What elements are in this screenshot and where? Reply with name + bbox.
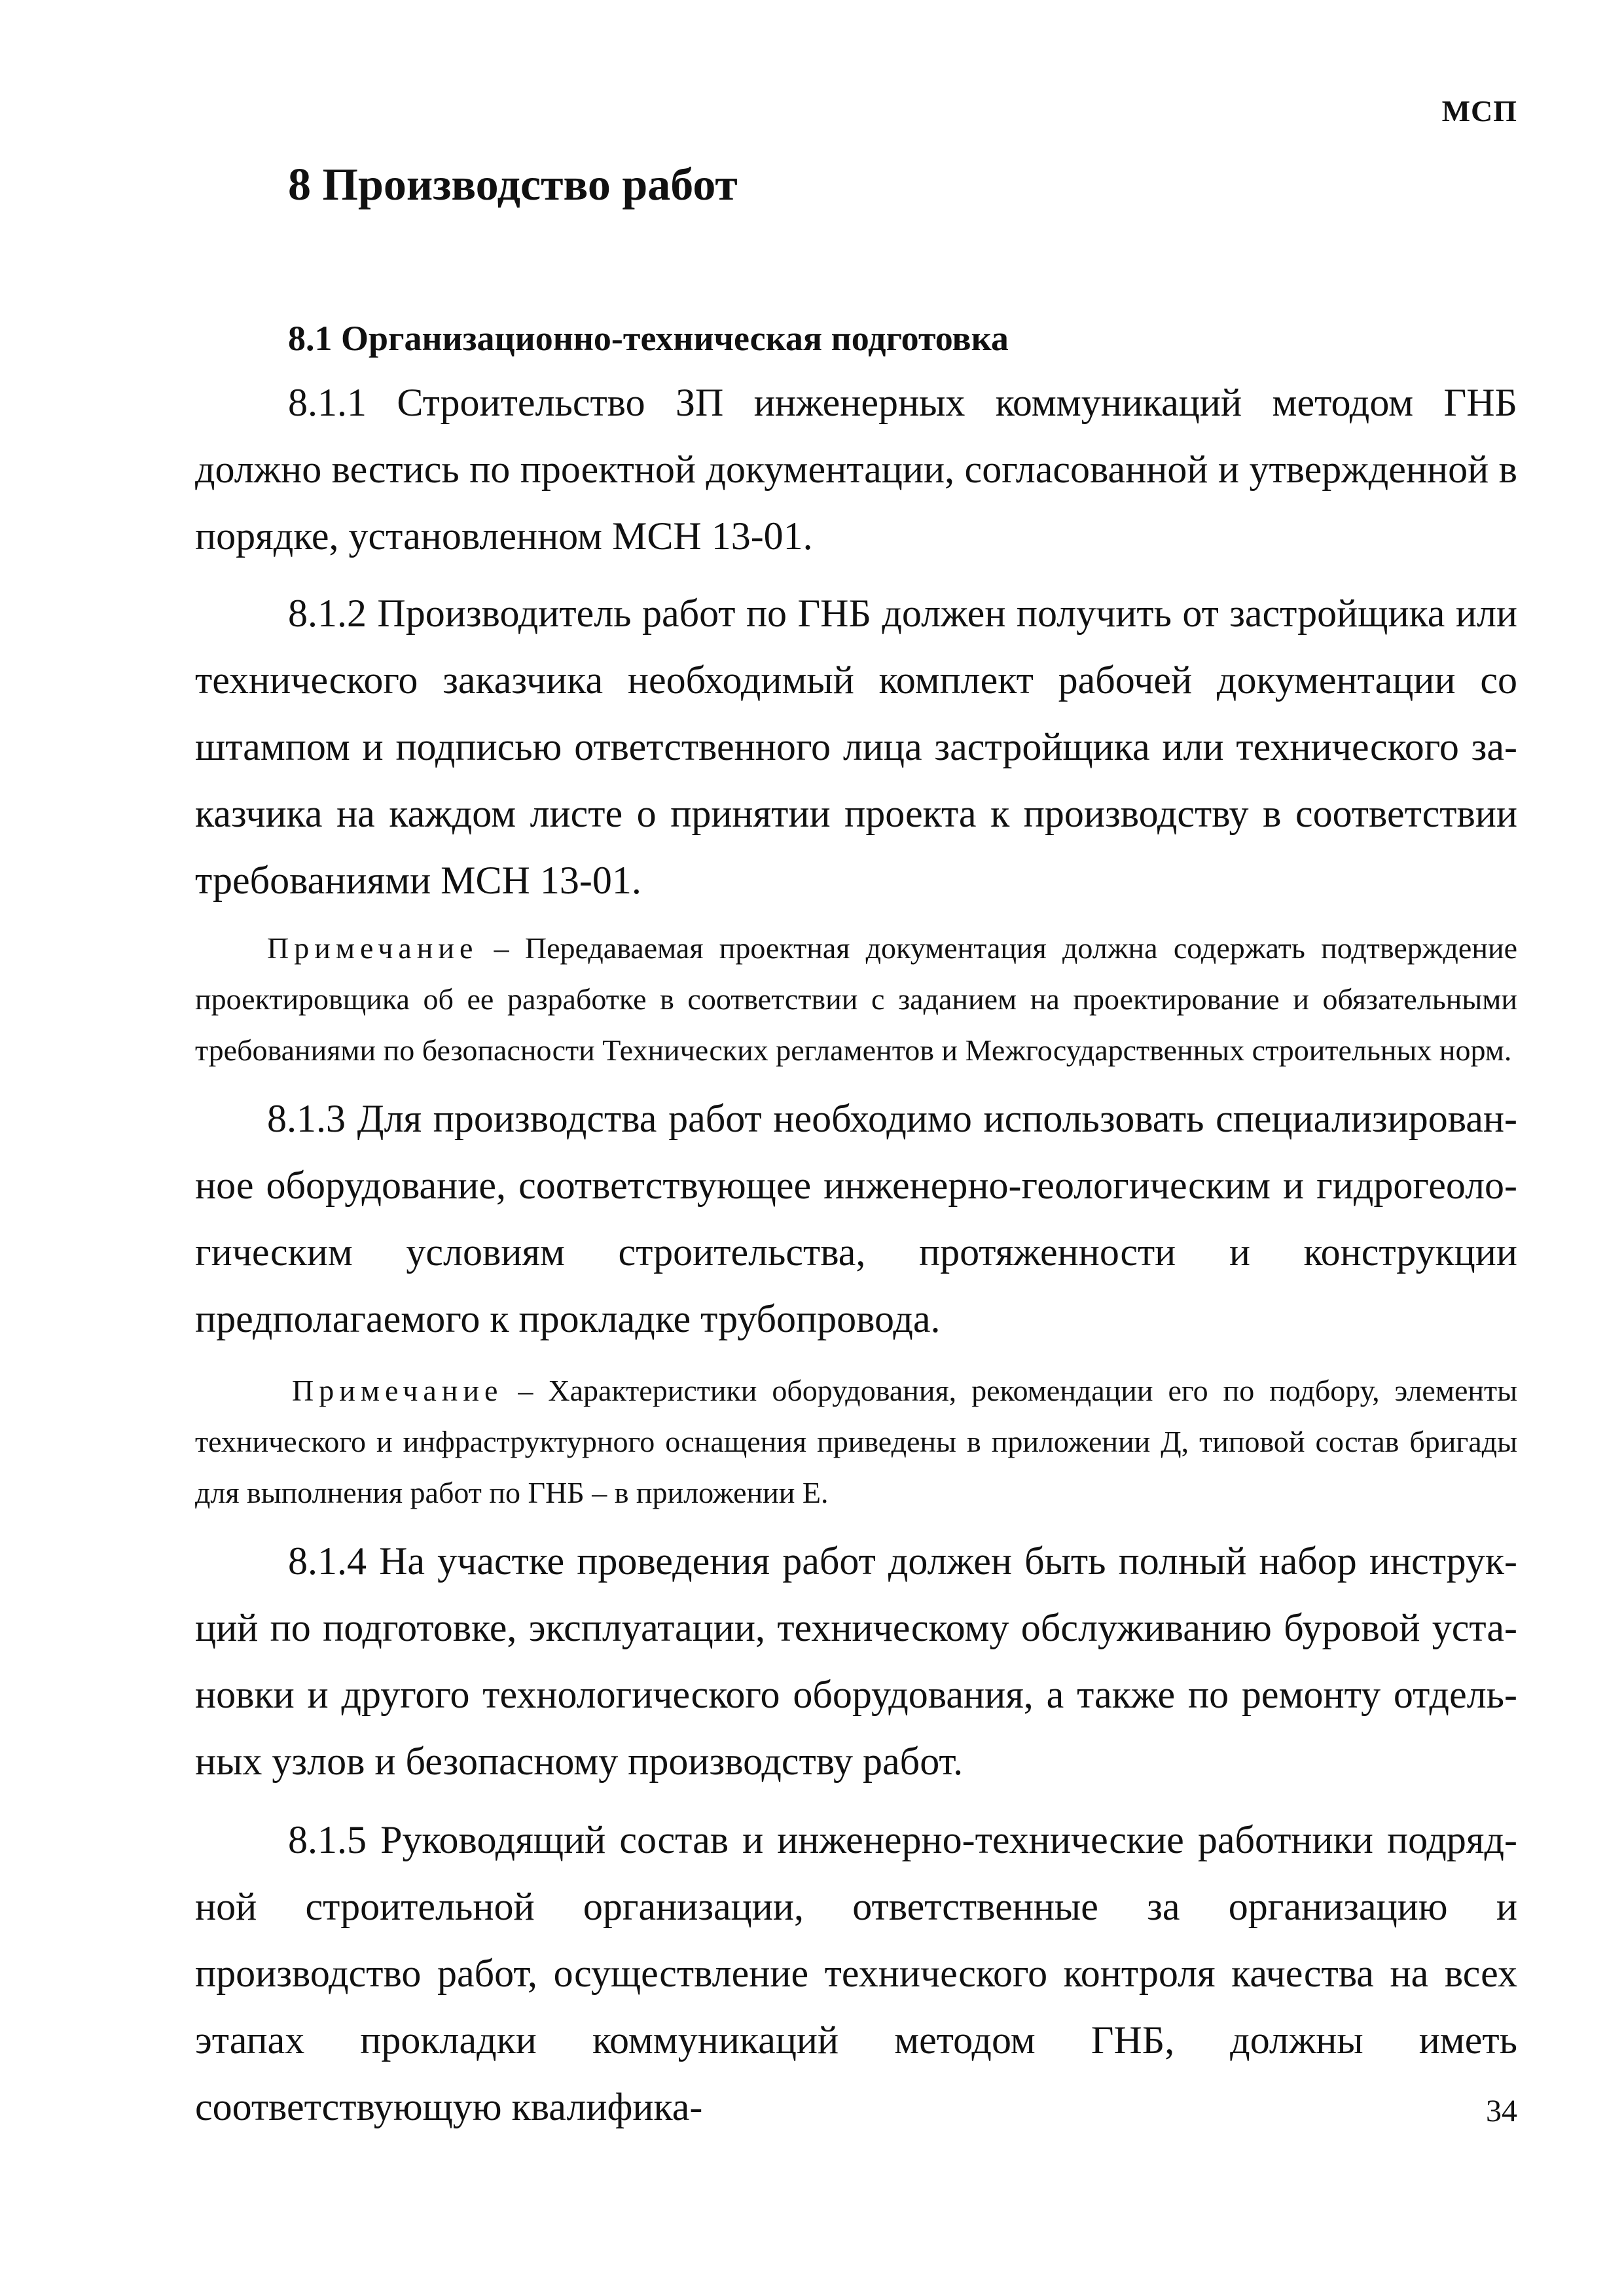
paragraph-8-1-1: 8.1.1 Строительство ЗП инженерных коммуникаций методом ГНБ должно вестись по проектной документации, согласованной и утвержденной в порядке, установленном МСН 13-01. <box>195 381 1517 558</box>
note-label: Примечание <box>292 1374 503 1407</box>
subsection-title: 8.1 Организационно-техническая подготовка <box>288 319 1009 358</box>
page-content <box>195 156 1517 2140</box>
note-2 <box>195 1365 1517 1518</box>
document-code: МСП <box>1441 94 1517 128</box>
section-title: 8 Производство работ <box>288 160 738 210</box>
paragraph-8-1-2: 8.1.2 Производитель работ по ГНБ должен получить от застройщика или технического заказчика необходимый комплект рабочей документации со штампом и подписью ответственного лица застройщика или технического заказчика на каждом листе о принятии проекта к производству в соответствии требованиями МСН 13-01. <box>195 592 1517 902</box>
paragraph-8-1-5: 8.1.5 Руководящий состав и инженерно-технические работники подрядной строительной организации, ответственные за организацию и производство работ, осуществление технического контроля качества на всех этапах прокладки коммуникаций методом ГНБ, должны иметь соответствующую квалифика- <box>195 1818 1517 2128</box>
note-1-text: – Передаваемая проектная документация должна содержать подтверждение проектировщика об ее разработке в соответствии с заданием на проектирование и обязательными требованиями по безопасности Технических регламентов и Межгосударственных строительных норм. <box>195 931 1517 1067</box>
note-2-text: – Характеристики оборудования, рекомендации его по подбору, элементы технического и инфраструктурного оснащения приведены в приложении Д, типовой состав бригады для выполнения работ по ГНБ – в приложении Е. <box>195 1374 1517 1509</box>
note-1 <box>195 923 1517 1076</box>
paragraph-8-1-4: 8.1.4 На участке проведения работ должен быть полный набор инструкций по подготовке, эксплуатации, техническому обслуживанию буровой установки и другого технологического оборудования, а также по ремонту отдельных узлов и безопасному производству работ. <box>195 1539 1517 1783</box>
paragraph-8-1-3: 8.1.3 Для производства работ необходимо использовать специализированное оборудование, соответствующее инженерно-геологическим и гидрогеологическим условиям строительства, протяженности и конструкции предполагаемого к прокладке трубопровода. <box>195 1097 1517 1340</box>
page-number: 34 <box>1486 2094 1517 2128</box>
note-label: Примечание <box>267 931 478 965</box>
